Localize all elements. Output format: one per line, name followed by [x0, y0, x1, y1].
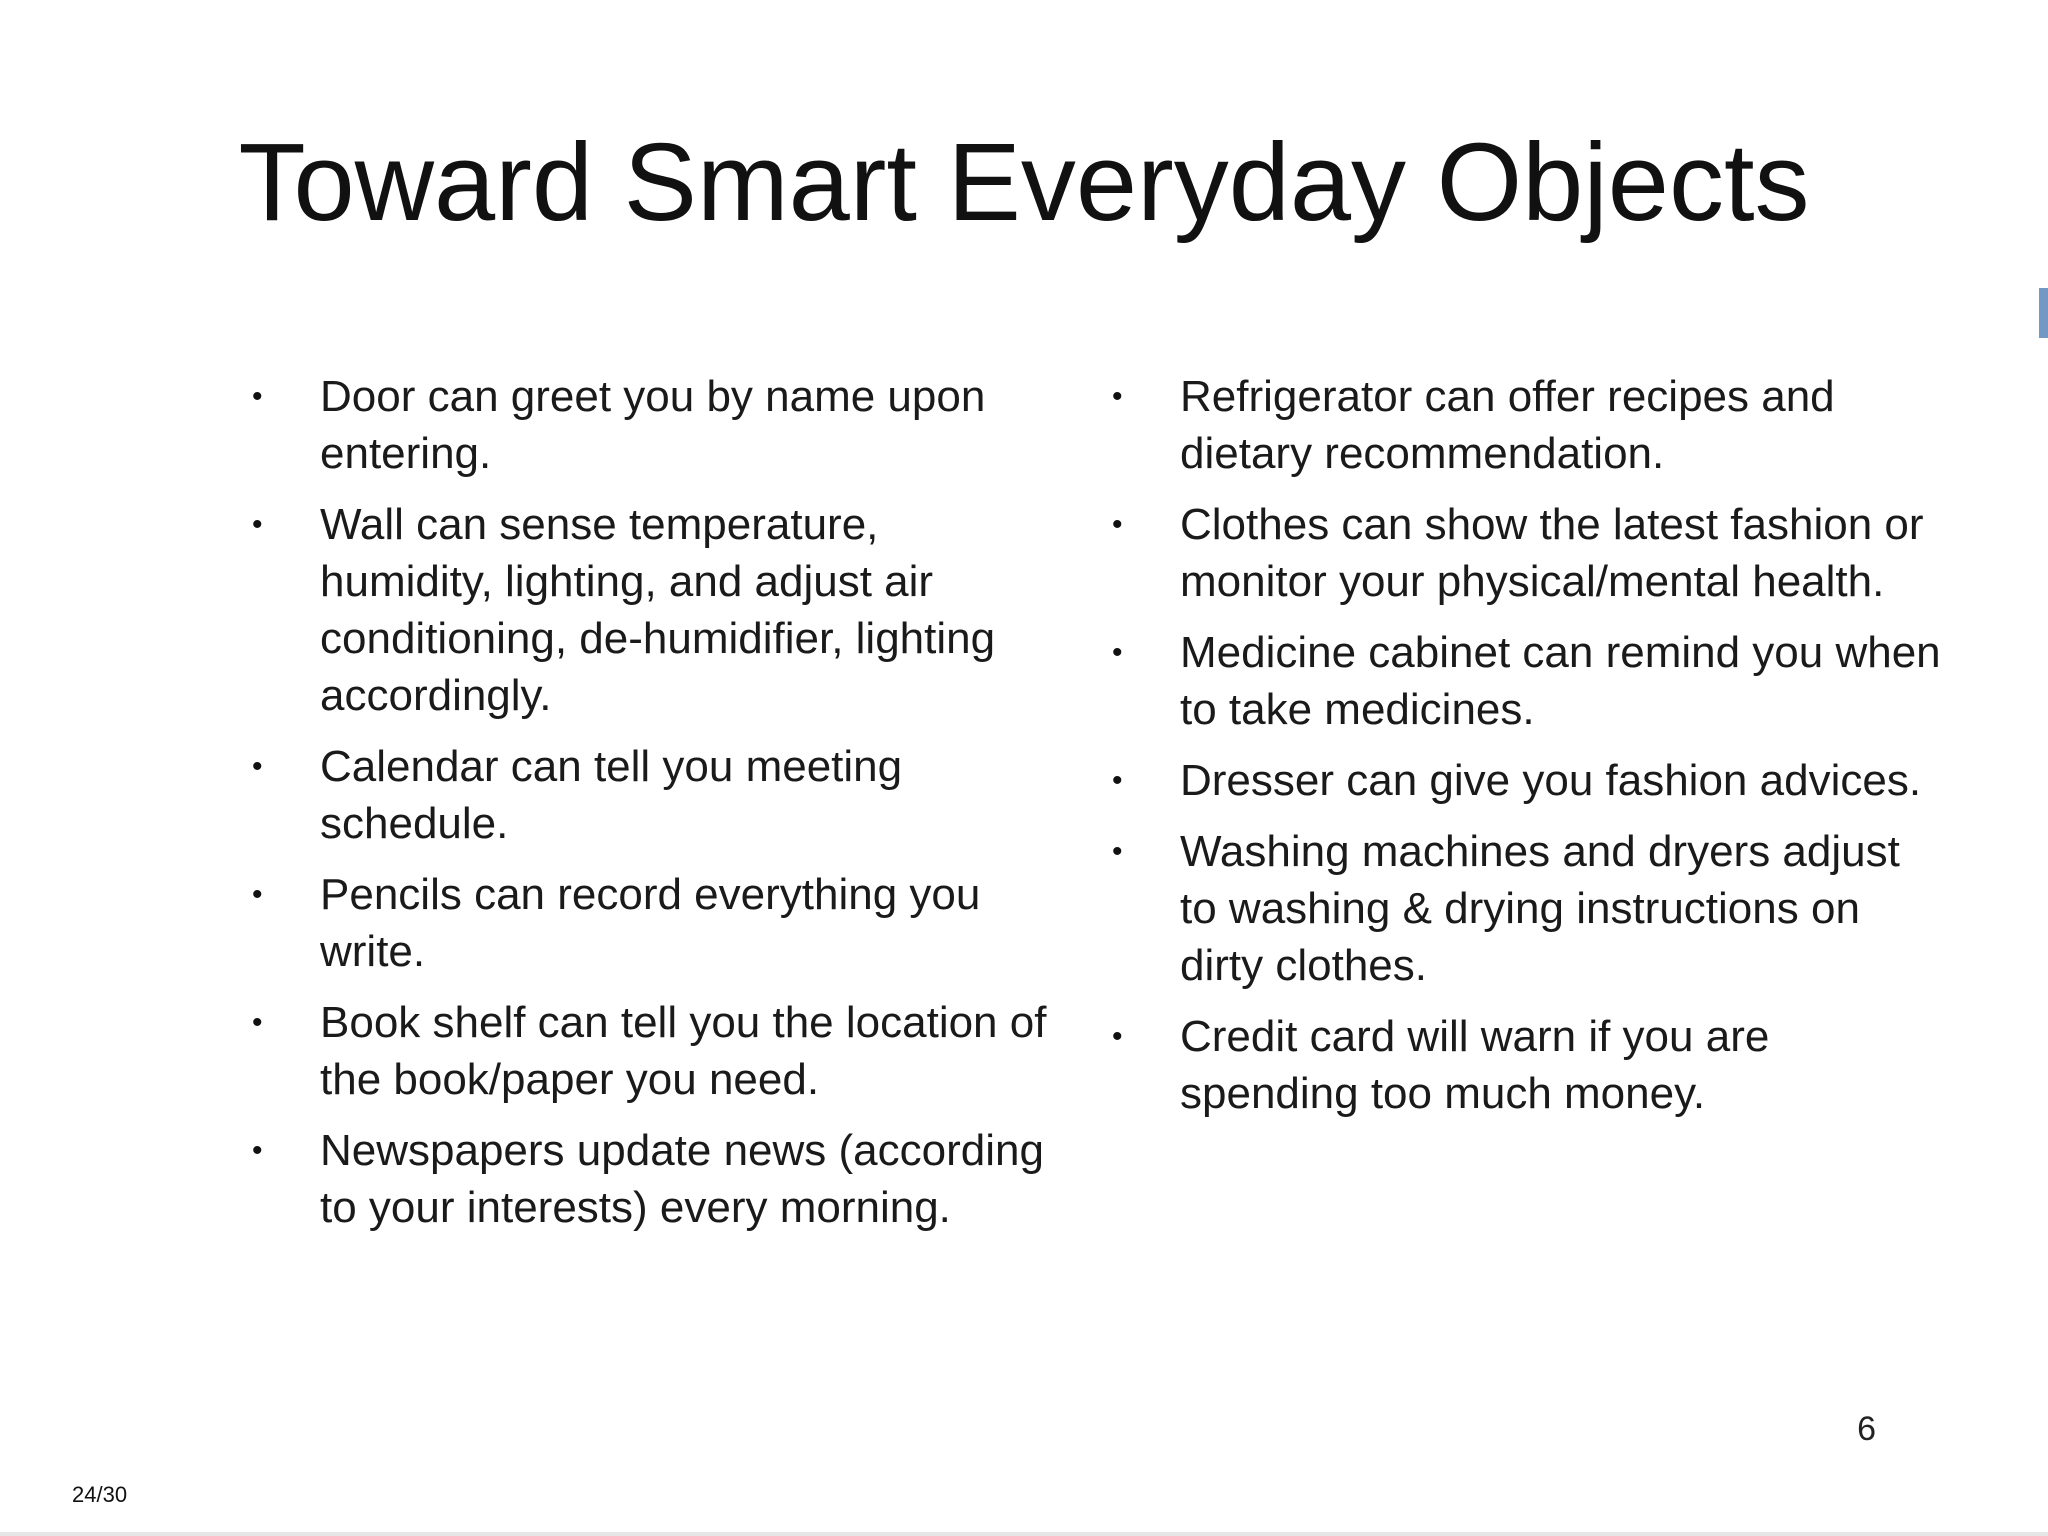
- list-item: [252, 866, 1052, 980]
- bullet-text: Book shelf can tell you the location of the book/paper you need.: [320, 998, 1047, 1104]
- bullet-text: Refrigerator can offer recipes and dietary recommendation.: [1180, 372, 1835, 478]
- bullet-text: Dresser can give you fashion advices.: [1180, 756, 1922, 805]
- bullet-icon: •: [1112, 636, 1123, 669]
- bullet-icon: •: [252, 878, 263, 911]
- list-item: [1112, 1008, 1942, 1122]
- bullet-icon: •: [252, 380, 263, 413]
- bullet-icon: •: [1112, 508, 1123, 541]
- bullet-icon: •: [252, 508, 263, 541]
- bullet-text: Credit card will warn if you are spending too much money.: [1180, 1012, 1770, 1118]
- list-item: [252, 368, 1052, 482]
- bullet-icon: •: [252, 1006, 263, 1039]
- slide-number: 6: [1857, 1410, 1876, 1448]
- bullet-text: Door can greet you by name upon entering.: [320, 372, 986, 478]
- bullet-text: Wall can sense temperature, humidity, lighting, and adjust air conditioning, de-humidifier, lighting accordingly.: [320, 500, 996, 720]
- bullet-icon: •: [1112, 380, 1123, 413]
- bullet-text: Washing machines and dryers adjust to washing & drying instructions on dirty clothes.: [1180, 827, 1900, 990]
- bullet-icon: •: [1112, 764, 1123, 797]
- list-item: [252, 496, 1052, 724]
- left-bullet-list: [252, 368, 1052, 1250]
- list-item: [252, 738, 1052, 852]
- bullet-text: Pencils can record everything you write.: [320, 870, 981, 976]
- bullet-text: Clothes can show the latest fashion or monitor your physical/mental health.: [1180, 500, 1924, 606]
- list-item: [1112, 823, 1942, 994]
- bullet-icon: •: [252, 750, 263, 783]
- list-item: [1112, 368, 1942, 482]
- page-indicator: 24/30: [72, 1482, 128, 1507]
- bullet-icon: •: [1112, 835, 1123, 868]
- list-item: [252, 1122, 1052, 1236]
- side-panel-tab[interactable]: [2039, 288, 2048, 338]
- right-bullet-list: [1112, 368, 1942, 1136]
- slide-title: Toward Smart Everyday Objects: [238, 121, 1810, 244]
- bullet-text: Newspapers update news (according to your interests) every morning.: [320, 1126, 1044, 1232]
- bullet-text: Calendar can tell you meeting schedule.: [320, 742, 903, 848]
- bottom-divider: [0, 1532, 2048, 1536]
- bullet-icon: •: [1112, 1020, 1123, 1053]
- list-item: [1112, 496, 1942, 610]
- list-item: [1112, 624, 1942, 738]
- list-item: [1112, 752, 1942, 809]
- list-item: [252, 994, 1052, 1108]
- bullet-text: Medicine cabinet can remind you when to take medicines.: [1180, 628, 1941, 734]
- bullet-icon: •: [252, 1134, 263, 1167]
